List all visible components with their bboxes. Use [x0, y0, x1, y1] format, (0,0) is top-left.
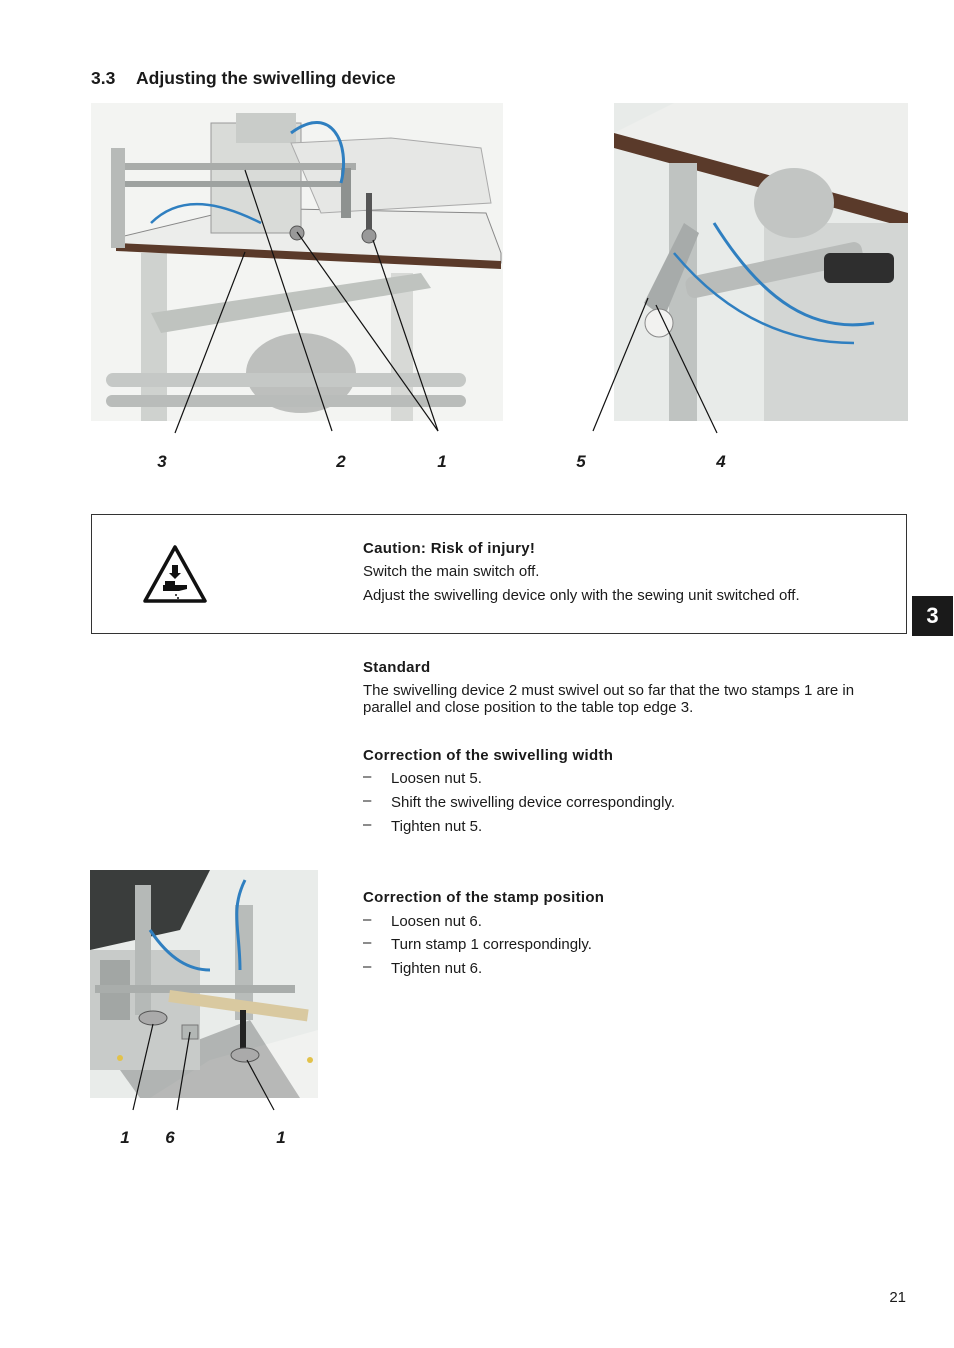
leader-line-stamp-right — [247, 1060, 274, 1110]
callout-table-edge: 3 — [157, 452, 167, 471]
chapter-tab: 3 — [912, 596, 953, 636]
section-number: 3.3 — [91, 68, 116, 88]
stamp-step-2: Turn stamp 1 correspondingly. — [391, 936, 592, 953]
callout-swivelling-device: 2 — [336, 452, 346, 471]
list-dash: – — [363, 816, 372, 833]
list-dash: – — [363, 792, 372, 809]
standard-title: Standard — [363, 659, 431, 676]
standard-text: The swivelling device 2 must swivel out so far that the two stamps 1 are in parallel and close position to the table top edge 3. — [363, 682, 855, 716]
width-correction-title: Correction of the swivelling width — [363, 747, 614, 764]
leader-line-stamp-left — [133, 1024, 153, 1110]
caution-title: Caution: Risk of injury! — [363, 540, 536, 557]
caution-line-2: Adjust the swivelling device only with the sewing unit switched off. — [363, 587, 800, 604]
width-step-3: Tighten nut 5. — [391, 818, 483, 835]
list-dash: – — [363, 934, 372, 951]
callout-stamps: 1 — [437, 452, 447, 471]
list-dash: – — [363, 958, 372, 975]
page-number: 21 — [889, 1289, 906, 1306]
callout-stamp-right: 1 — [276, 1128, 286, 1147]
width-step-1: Loosen nut 5. — [391, 770, 482, 787]
stamp-step-3: Tighten nut 6. — [391, 960, 483, 977]
callout-4: 4 — [716, 452, 726, 471]
leader-line-nut-6 — [177, 1032, 190, 1110]
caution-line-1: Switch the main switch off. — [363, 563, 540, 580]
callout-nut-6: 6 — [165, 1128, 175, 1147]
list-dash: – — [363, 768, 372, 785]
stamp-step-1: Loosen nut 6. — [391, 913, 482, 930]
section-title: Adjusting the swivelling device — [136, 68, 396, 88]
callout-stamp-left: 1 — [120, 1128, 130, 1147]
list-dash: – — [363, 911, 372, 928]
stamp-correction-title: Correction of the stamp position — [363, 889, 605, 906]
callout-nut-5: 5 — [576, 452, 586, 471]
width-step-2: Shift the swivelling device correspondingly. — [391, 794, 676, 811]
